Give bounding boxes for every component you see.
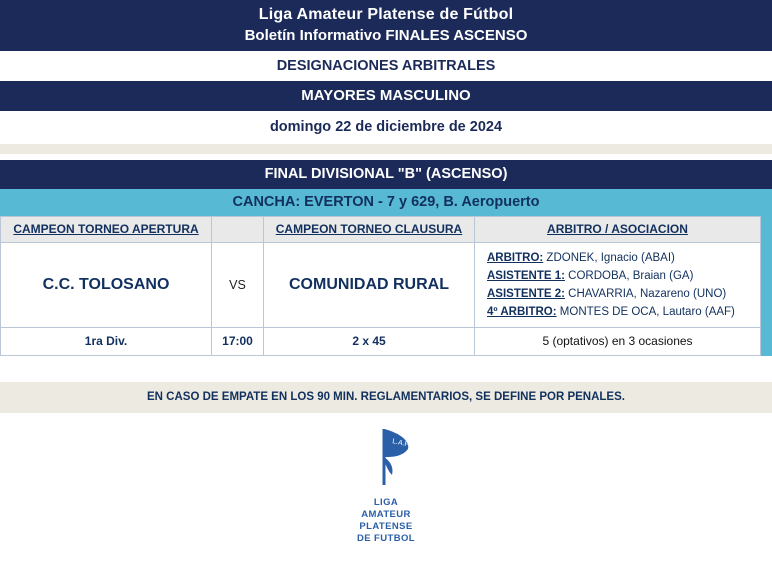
match-table [0,216,772,356]
match-substitutions: 5 (optativos) en 3 ocasiones [475,328,761,356]
header-designations-title: DESIGNACIONES ARBITRALES [0,51,772,81]
officials-list [475,243,761,328]
official-name: MONTES DE OCA, Lautaro (AAF) [559,306,735,318]
cyan-edge-cell [761,243,772,328]
column-header-vs [212,217,264,243]
official-row [487,303,750,321]
team-home: C.C. TOLOSANO [1,243,212,328]
league-logo [0,413,772,545]
official-name: ZDONEK, Ignacio (ABAI) [546,252,675,264]
match-duration: 2 x 45 [264,328,475,356]
table-header-row [1,217,772,243]
cyan-edge-cell [761,328,772,356]
official-row [487,267,750,285]
tiebreak-note: EN CASO DE EMPATE EN LOS 90 MIN. REGLAMENTARIOS, SE DEFINE POR PENALES. [0,382,772,413]
logo-caption [0,497,772,545]
header-bulletin-title: Boletín Informativo FINALES ASCENSO [0,24,772,51]
logo-caption-line3: PLATENSE [359,520,413,532]
pennant-monogram: L.A.P. [391,438,411,449]
header-league-title: Liga Amateur Platense de Fútbol [0,0,772,24]
official-row [487,285,750,303]
header-date: domingo 22 de diciembre de 2024 [0,111,772,144]
vs-label: VS [212,243,264,328]
table-match-row [1,243,772,328]
official-name: CORDOBA, Braian (GA) [568,270,694,282]
logo-caption-line1: LIGA [373,497,399,508]
cyan-edge-cell [761,217,772,243]
header-category: MAYORES MASCULINO [0,81,772,111]
venue-bar: CANCHA: EVERTON - 7 y 629, B. Aeropuerto [0,189,772,216]
official-role: ARBITRO: [487,252,544,264]
match-division: 1ra Div. [1,328,212,356]
official-role: ASISTENTE 2: [487,288,565,300]
notes-spacer [0,356,772,382]
team-away: COMUNIDAD RURAL [264,243,475,328]
table-info-row [1,328,772,356]
official-role: ASISTENTE 1: [487,270,565,282]
official-name: CHAVARRIA, Nazareno (UNO) [568,288,727,300]
match-time: 17:00 [212,328,264,356]
logo-caption-line4: DE FUTBOL [357,532,415,544]
pennant-icon [350,427,422,489]
column-header-clausura: CAMPEON TORNEO CLAUSURA [264,217,475,243]
column-header-arbitro: ARBITRO / ASOCIACION [475,217,761,243]
logo-caption-line2: AMATEUR [361,508,411,520]
header-divider [0,144,772,154]
document-header [0,0,772,144]
official-row [487,249,750,267]
column-header-apertura: CAMPEON TORNEO APERTURA [1,217,212,243]
division-title-bar: FINAL DIVISIONAL "B" (ASCENSO) [0,160,772,189]
official-role: 4º ARBITRO: [487,306,557,318]
